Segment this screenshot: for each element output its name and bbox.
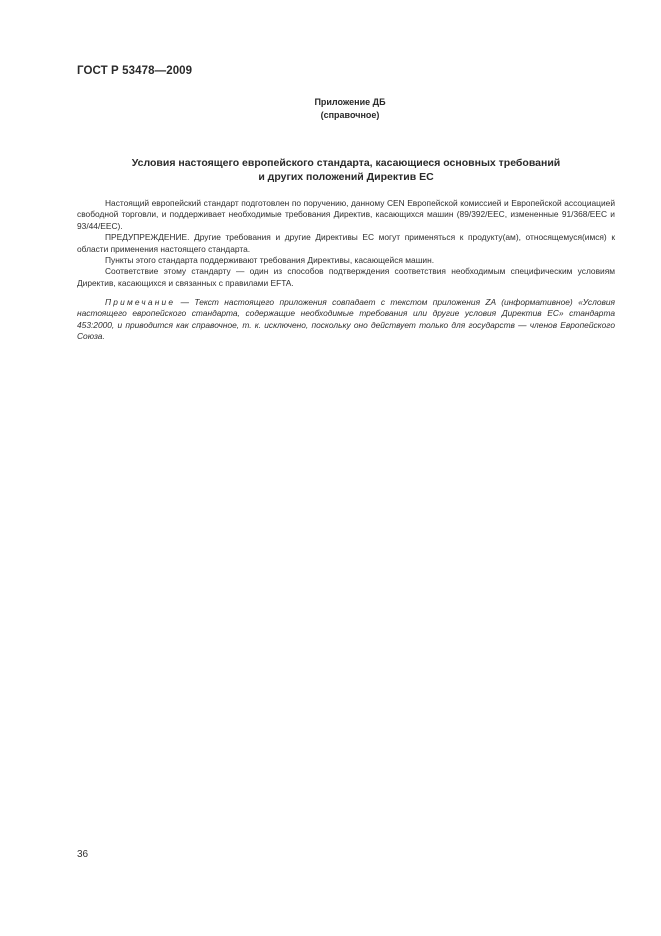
paragraph: Соответствие этому стандарту — один из способов подтверждения соответствия необходимым специфическим условиям Директив, касающихся и связанных с правилами EFTA.	[77, 266, 615, 288]
note-text: — Текст настоящего приложения совпадает с текстом приложения ZA (информативное) «Условия настоящего европейского стандарта, содержащие необходимые требования или другие условия Директив ЕС» стандарта 453:2000, и приводится как справочное, т. к. исключено, поскольку оно действует только для государств — членов Европейского Союза.	[77, 297, 615, 342]
paragraph: Пункты этого стандарта поддерживают требования Директивы, касающейся машин.	[105, 255, 435, 266]
paragraph: ПРЕДУПРЕЖДЕНИЕ. Другие требования и другие Директивы ЕС могут применяться к продукту(ам), относящемуся(имся) к области применения настоящего стандарта.	[77, 232, 615, 254]
note	[77, 297, 615, 343]
document-code: ГОСТ Р 53478—2009	[77, 65, 193, 77]
annex-label: Приложение ДБ	[314, 97, 386, 107]
annex-status: (справочное)	[320, 110, 380, 120]
section-title-line-1: Условия настоящего европейского стандарта, касающиеся основных требований	[131, 157, 561, 169]
paragraph: Настоящий европейский стандарт подготовлен по поручению, данному CEN Европейской комиссией и Европейской ассоциацией свободной торговли, и поддерживает необходимые требования Директив, касающихся машин (89/392/EEC, измененные 91/368/EEC и 93/44/EEC).	[77, 198, 615, 231]
page-number: 36	[77, 849, 89, 860]
note-label: Примечание	[105, 297, 176, 307]
body-text	[77, 198, 615, 289]
section-title	[90, 156, 602, 184]
section-title-line-2: и других положений Директив ЕС	[258, 171, 434, 183]
annex-heading	[200, 96, 500, 122]
